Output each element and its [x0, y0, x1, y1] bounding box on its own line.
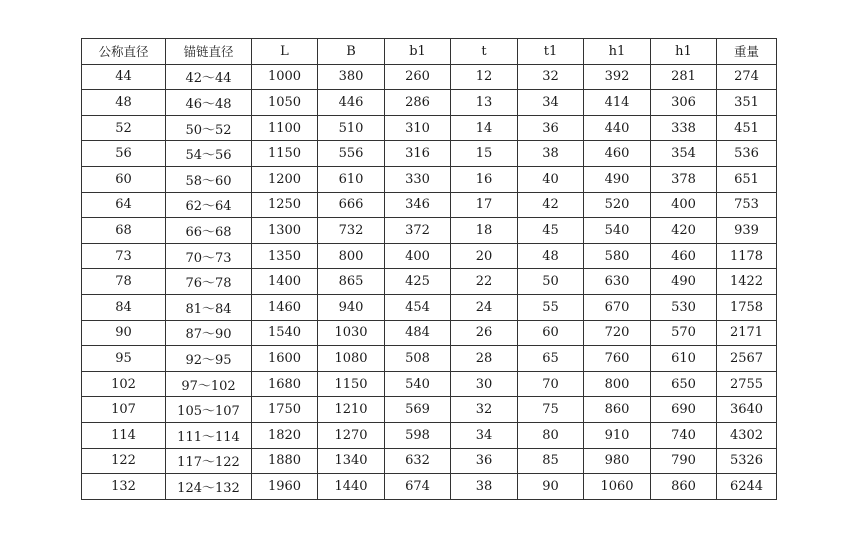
cell-t: 15 — [451, 141, 518, 167]
cell-t1: 42 — [518, 192, 584, 218]
cell-t1: 90 — [518, 474, 584, 500]
cell-b1: 400 — [385, 243, 451, 269]
cell-b: 510 — [318, 115, 385, 141]
header-nominal-diameter: 公称直径 — [82, 39, 166, 65]
cell-nominal-diameter: 78 — [82, 269, 166, 295]
cell-l: 1200 — [252, 166, 318, 192]
cell-b: 1030 — [318, 320, 385, 346]
cell-weight: 1758 — [717, 294, 777, 320]
cell-b: 1340 — [318, 448, 385, 474]
cell-l: 1960 — [252, 474, 318, 500]
cell-t1: 32 — [518, 64, 584, 90]
cell-weight: 4302 — [717, 422, 777, 448]
cell-l: 1750 — [252, 397, 318, 423]
cell-h1-b: 420 — [651, 218, 717, 244]
cell-t1: 55 — [518, 294, 584, 320]
cell-t: 28 — [451, 346, 518, 372]
cell-nominal-diameter: 52 — [82, 115, 166, 141]
cell-h1-a: 490 — [584, 166, 651, 192]
cell-t: 12 — [451, 64, 518, 90]
cell-h1-a: 630 — [584, 269, 651, 295]
cell-b1: 598 — [385, 422, 451, 448]
cell-chain-diameter: 97～102 — [166, 371, 252, 397]
cell-b1: 632 — [385, 448, 451, 474]
spec-table — [81, 38, 777, 500]
table-row — [82, 90, 777, 116]
table-row — [82, 294, 777, 320]
cell-h1-a: 580 — [584, 243, 651, 269]
cell-h1-b: 400 — [651, 192, 717, 218]
cell-t: 38 — [451, 474, 518, 500]
cell-nominal-diameter: 64 — [82, 192, 166, 218]
cell-l: 1250 — [252, 192, 318, 218]
cell-h1-b: 650 — [651, 371, 717, 397]
cell-chain-diameter: 87～90 — [166, 320, 252, 346]
cell-t: 26 — [451, 320, 518, 346]
cell-h1-b: 306 — [651, 90, 717, 116]
cell-nominal-diameter: 73 — [82, 243, 166, 269]
cell-h1-b: 860 — [651, 474, 717, 500]
cell-h1-a: 980 — [584, 448, 651, 474]
cell-nominal-diameter: 102 — [82, 371, 166, 397]
cell-chain-diameter: 70～73 — [166, 243, 252, 269]
cell-b: 666 — [318, 192, 385, 218]
cell-chain-diameter: 54～56 — [166, 141, 252, 167]
cell-t1: 50 — [518, 269, 584, 295]
cell-chain-diameter: 66～68 — [166, 218, 252, 244]
cell-t1: 45 — [518, 218, 584, 244]
cell-t: 24 — [451, 294, 518, 320]
cell-nominal-diameter: 56 — [82, 141, 166, 167]
cell-t: 20 — [451, 243, 518, 269]
cell-weight: 536 — [717, 141, 777, 167]
cell-b1: 454 — [385, 294, 451, 320]
cell-h1-a: 800 — [584, 371, 651, 397]
cell-b: 732 — [318, 218, 385, 244]
cell-nominal-diameter: 114 — [82, 422, 166, 448]
cell-weight: 651 — [717, 166, 777, 192]
header-t: t — [451, 39, 518, 65]
cell-weight: 351 — [717, 90, 777, 116]
table-row — [82, 422, 777, 448]
cell-chain-diameter: 81～84 — [166, 294, 252, 320]
cell-h1-b: 740 — [651, 422, 717, 448]
cell-b: 940 — [318, 294, 385, 320]
cell-chain-diameter: 124～132 — [166, 474, 252, 500]
cell-h1-a: 760 — [584, 346, 651, 372]
cell-t1: 34 — [518, 90, 584, 116]
cell-weight: 274 — [717, 64, 777, 90]
cell-nominal-diameter: 68 — [82, 218, 166, 244]
cell-h1-b: 570 — [651, 320, 717, 346]
cell-h1-a: 720 — [584, 320, 651, 346]
cell-t1: 40 — [518, 166, 584, 192]
cell-t1: 60 — [518, 320, 584, 346]
cell-b: 380 — [318, 64, 385, 90]
cell-h1-b: 354 — [651, 141, 717, 167]
header-h1-b: h1 — [651, 39, 717, 65]
cell-nominal-diameter: 60 — [82, 166, 166, 192]
cell-h1-a: 540 — [584, 218, 651, 244]
cell-chain-diameter: 92～95 — [166, 346, 252, 372]
cell-weight: 2171 — [717, 320, 777, 346]
cell-b1: 316 — [385, 141, 451, 167]
cell-t: 13 — [451, 90, 518, 116]
cell-b1: 674 — [385, 474, 451, 500]
cell-t1: 38 — [518, 141, 584, 167]
cell-h1-a: 520 — [584, 192, 651, 218]
cell-weight: 451 — [717, 115, 777, 141]
cell-b1: 484 — [385, 320, 451, 346]
cell-weight: 1422 — [717, 269, 777, 295]
cell-b1: 508 — [385, 346, 451, 372]
cell-nominal-diameter: 132 — [82, 474, 166, 500]
cell-b: 865 — [318, 269, 385, 295]
cell-t: 32 — [451, 397, 518, 423]
cell-chain-diameter: 50～52 — [166, 115, 252, 141]
cell-h1-a: 414 — [584, 90, 651, 116]
cell-h1-a: 392 — [584, 64, 651, 90]
cell-t: 36 — [451, 448, 518, 474]
header-h1-a: h1 — [584, 39, 651, 65]
cell-nominal-diameter: 44 — [82, 64, 166, 90]
cell-weight: 5326 — [717, 448, 777, 474]
table-body — [82, 64, 777, 499]
cell-t1: 85 — [518, 448, 584, 474]
cell-weight: 2567 — [717, 346, 777, 372]
cell-chain-diameter: 111～114 — [166, 422, 252, 448]
header-l: L — [252, 39, 318, 65]
cell-h1-b: 378 — [651, 166, 717, 192]
cell-b: 1210 — [318, 397, 385, 423]
header-t1: t1 — [518, 39, 584, 65]
cell-l: 1300 — [252, 218, 318, 244]
cell-l: 1150 — [252, 141, 318, 167]
cell-b1: 310 — [385, 115, 451, 141]
cell-b1: 330 — [385, 166, 451, 192]
cell-chain-diameter: 42～44 — [166, 64, 252, 90]
cell-h1-a: 1060 — [584, 474, 651, 500]
table-row — [82, 64, 777, 90]
cell-h1-b: 530 — [651, 294, 717, 320]
spec-table-container — [81, 38, 776, 500]
cell-l: 1820 — [252, 422, 318, 448]
cell-b: 556 — [318, 141, 385, 167]
cell-h1-a: 460 — [584, 141, 651, 167]
cell-b1: 286 — [385, 90, 451, 116]
table-header — [82, 39, 777, 65]
cell-weight: 2755 — [717, 371, 777, 397]
cell-l: 1600 — [252, 346, 318, 372]
cell-weight: 3640 — [717, 397, 777, 423]
header-weight: 重量 — [717, 39, 777, 65]
table-row — [82, 448, 777, 474]
cell-b: 1080 — [318, 346, 385, 372]
cell-t: 34 — [451, 422, 518, 448]
cell-weight: 939 — [717, 218, 777, 244]
cell-b: 1270 — [318, 422, 385, 448]
cell-nominal-diameter: 95 — [82, 346, 166, 372]
cell-chain-diameter: 46～48 — [166, 90, 252, 116]
cell-b: 1150 — [318, 371, 385, 397]
cell-l: 1400 — [252, 269, 318, 295]
cell-t1: 48 — [518, 243, 584, 269]
table-row — [82, 320, 777, 346]
cell-b: 446 — [318, 90, 385, 116]
table-row — [82, 243, 777, 269]
table-row — [82, 474, 777, 500]
cell-chain-diameter: 105～107 — [166, 397, 252, 423]
cell-t1: 80 — [518, 422, 584, 448]
header-b: B — [318, 39, 385, 65]
cell-h1-a: 670 — [584, 294, 651, 320]
cell-t: 16 — [451, 166, 518, 192]
table-row — [82, 346, 777, 372]
table-row — [82, 166, 777, 192]
cell-l: 1050 — [252, 90, 318, 116]
table-row — [82, 192, 777, 218]
cell-chain-diameter: 62～64 — [166, 192, 252, 218]
cell-h1-b: 690 — [651, 397, 717, 423]
cell-h1-a: 910 — [584, 422, 651, 448]
cell-nominal-diameter: 107 — [82, 397, 166, 423]
cell-h1-b: 490 — [651, 269, 717, 295]
cell-b1: 540 — [385, 371, 451, 397]
cell-h1-a: 860 — [584, 397, 651, 423]
cell-t1: 65 — [518, 346, 584, 372]
cell-t: 18 — [451, 218, 518, 244]
cell-weight: 1178 — [717, 243, 777, 269]
table-row — [82, 115, 777, 141]
cell-l: 1680 — [252, 371, 318, 397]
cell-h1-b: 281 — [651, 64, 717, 90]
cell-nominal-diameter: 48 — [82, 90, 166, 116]
cell-t: 22 — [451, 269, 518, 295]
cell-weight: 6244 — [717, 474, 777, 500]
cell-chain-diameter: 76～78 — [166, 269, 252, 295]
cell-l: 1000 — [252, 64, 318, 90]
cell-h1-b: 460 — [651, 243, 717, 269]
cell-nominal-diameter: 122 — [82, 448, 166, 474]
cell-nominal-diameter: 84 — [82, 294, 166, 320]
cell-chain-diameter: 117～122 — [166, 448, 252, 474]
cell-l: 1540 — [252, 320, 318, 346]
cell-t1: 36 — [518, 115, 584, 141]
cell-b1: 346 — [385, 192, 451, 218]
header-row — [82, 39, 777, 65]
cell-weight: 753 — [717, 192, 777, 218]
cell-l: 1880 — [252, 448, 318, 474]
cell-t: 17 — [451, 192, 518, 218]
cell-t1: 75 — [518, 397, 584, 423]
cell-b1: 372 — [385, 218, 451, 244]
table-row — [82, 397, 777, 423]
header-chain-diameter: 锚链直径 — [166, 39, 252, 65]
cell-b: 610 — [318, 166, 385, 192]
cell-b1: 425 — [385, 269, 451, 295]
cell-t1: 70 — [518, 371, 584, 397]
cell-b: 1440 — [318, 474, 385, 500]
cell-l: 1100 — [252, 115, 318, 141]
cell-t: 30 — [451, 371, 518, 397]
cell-h1-b: 610 — [651, 346, 717, 372]
cell-h1-b: 790 — [651, 448, 717, 474]
cell-t: 14 — [451, 115, 518, 141]
cell-b1: 569 — [385, 397, 451, 423]
table-row — [82, 218, 777, 244]
cell-l: 1460 — [252, 294, 318, 320]
cell-h1-a: 440 — [584, 115, 651, 141]
cell-l: 1350 — [252, 243, 318, 269]
cell-nominal-diameter: 90 — [82, 320, 166, 346]
cell-b: 800 — [318, 243, 385, 269]
cell-b1: 260 — [385, 64, 451, 90]
cell-h1-b: 338 — [651, 115, 717, 141]
table-row — [82, 269, 777, 295]
table-row — [82, 371, 777, 397]
table-row — [82, 141, 777, 167]
cell-chain-diameter: 58～60 — [166, 166, 252, 192]
header-b1: b1 — [385, 39, 451, 65]
